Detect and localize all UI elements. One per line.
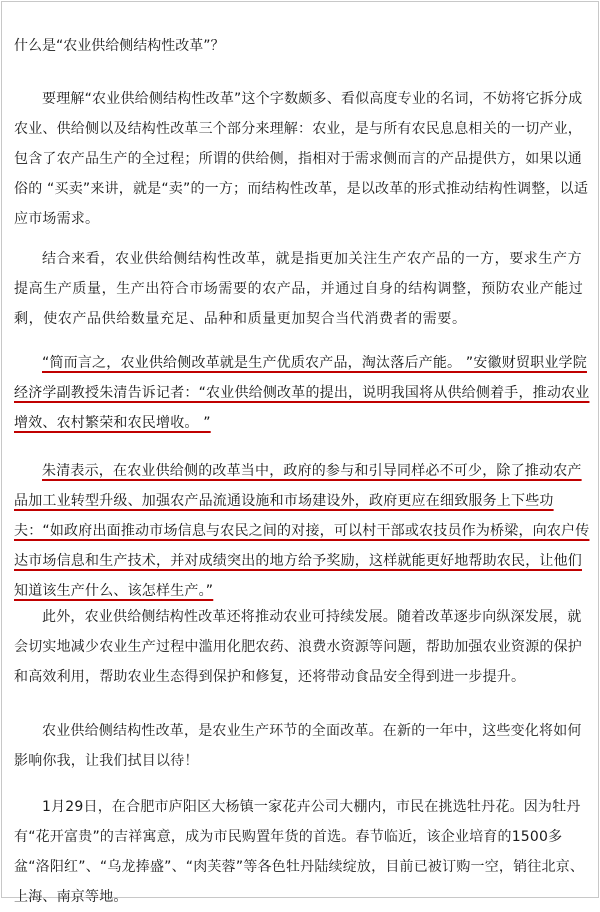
quote-underlined-text: 朱清表示，在农业供给侧的改革当中，政府的参与和引导同样必不可少，除了推动农产品加工业转型升级、加强农产品流通设施和市场建设外，政府更应在细致服务上下些功夫：“如政府出面推动市场信息与农民之间的对接，可以村干部或农技员作为桥梁，向农户传达市场信息和生产技术，并对成绩突出的地方给予奖励，这样就能更好地帮助农民，让他们知道该生产什么、该怎样生产。” xyxy=(14,463,590,599)
photo-caption: 1月29日，在合肥市庐阳区大杨镇一家花卉公司大棚内，市民在挑选牡丹花。因为牡丹有“花开富贵”的吉祥寓意，成为市民购置年货的首选。春节临近，该企业培育的1500多盆“洛阳红”、“乌龙捧盛”、“肉芙蓉”等各色牡丹陆续绽放，目前已被订购一空，销往北京、上海、南京等地。 xyxy=(14,799,585,905)
paragraph-4-quote xyxy=(14,456,590,606)
paragraph-1: 要理解“农业供给侧结构性改革”这个字数颇多、看似高度专业的名词，不妨将它拆分成农业、供给侧以及结构性改革三个部分来理解：农业，是与所有农民息息相关的一切产业，包含了农产品生产的全过程；所谓的供给侧，指相对于需求侧而言的产品提供方，如果以通俗的 “买卖”来讲，就是“卖”的一方；而结构性改革，是以改革的形式推动结构性调整，以适应市场需求。 xyxy=(14,91,589,227)
paragraph-5: 此外，农业供给侧结构性改革还将推动农业可持续发展。随着改革逐步向纵深发展，就会切实地减少农业生产过程中滥用化肥农药、浪费水资源等问题，帮助加强农业资源的保护和高效利用，帮助农业生态得到保护和修复，还将带动食品安全得到进一步提升。 xyxy=(14,609,582,685)
article-title: 什么是“农业供给侧结构性改革”？ xyxy=(14,38,225,54)
quote-underlined-text: “简而言之，农业供给侧改革就是生产优质农产品，淘汰落后产能。 ”安徽财贸职业学院经济学副教授朱清告诉记者：“农业供给侧改革的提出，说明我国将从供给侧着手，推动农业增效、农村繁荣和农民增收。 ” xyxy=(14,355,590,431)
article-page xyxy=(1,1,599,905)
paragraph-3-quote xyxy=(14,348,590,438)
paragraph-6: 农业供给侧结构性改革，是农业生产环节的全面改革。在新的一年中，这些变化将如何影响你我，让我们拭目以待！ xyxy=(14,723,582,769)
paragraph-2: 结合来看，农业供给侧结构性改革，就是指更加关注生产农产品的一方，要求生产方提高生产质量，生产出符合市场需要的农产品，并通过自身的结构调整，预防农业产能过剩，使农产品供给数量充足、品种和质量更加契合当代消费者的需要。 xyxy=(14,251,584,327)
